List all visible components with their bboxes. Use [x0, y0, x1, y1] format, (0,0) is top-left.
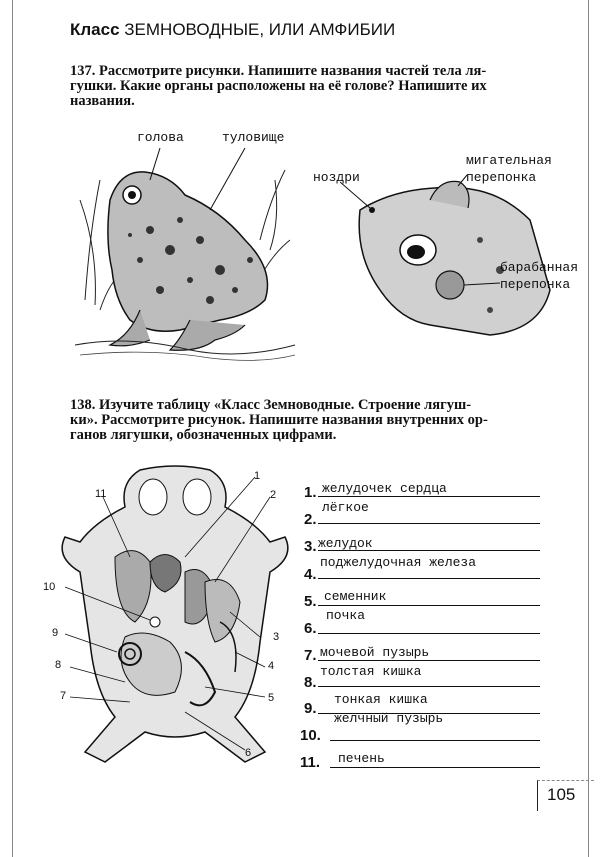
answer-number-1: 1. — [304, 484, 317, 501]
answer-text-3[interactable]: желудок — [318, 536, 373, 551]
answer-line-2 — [318, 523, 540, 524]
label-nostrils: ноздри — [313, 170, 360, 185]
diagram-number-11: 11 — [95, 488, 107, 500]
frog-head-illustration — [340, 170, 560, 340]
answer-text-11[interactable]: печень — [338, 751, 385, 766]
answer-line-4 — [318, 578, 540, 579]
answer-number-3: 3. — [304, 538, 317, 555]
page-left-rule — [12, 0, 13, 857]
answer-line-3 — [318, 550, 540, 551]
answer-number-8: 8. — [304, 674, 317, 691]
diagram-number-10: 10 — [43, 581, 56, 593]
answer-number-10: 10. — [300, 727, 321, 744]
task-137-line-1: 137. Рассмотрите рисунки. Напишите названия частей тела ля- — [70, 63, 487, 79]
answer-number-11: 11. — [300, 754, 321, 771]
task-138-line-3: ганов лягушки, обозначенных цифрами. — [70, 427, 337, 443]
frog-body-illustration — [70, 140, 300, 365]
diagram-number-3: 3 — [273, 631, 280, 643]
answer-number-9: 9. — [304, 700, 317, 717]
label-body: туловище — [222, 130, 285, 145]
label-tympanic-2: перепонка — [500, 277, 571, 292]
diagram-number-4: 4 — [268, 660, 275, 672]
answer-line-1 — [318, 496, 540, 497]
answer-text-2[interactable]: лёгкое — [322, 500, 369, 515]
answer-text-9[interactable]: тонкая кишка — [334, 692, 428, 707]
answer-text-5[interactable]: семенник — [324, 589, 387, 604]
frog-anatomy-diagram — [55, 462, 300, 772]
diagram-number-6: 6 — [245, 747, 252, 759]
answer-number-6: 6. — [304, 620, 317, 637]
header-title: ЗЕМНОВОДНЫЕ, ИЛИ АМФИБИИ — [124, 20, 396, 39]
answer-number-4: 4. — [304, 566, 317, 583]
task-138-line-2: ки». Рассмотрите рисунок. Напишите названия внутренних ор- — [70, 412, 488, 428]
answer-line-5 — [318, 605, 540, 606]
answer-text-1[interactable]: желудочек сердца — [322, 481, 447, 496]
answer-line-8 — [318, 686, 540, 687]
diagram-number-2: 2 — [270, 489, 277, 501]
diagram-number-5: 5 — [268, 692, 275, 704]
answer-text-8[interactable]: толстая кишка — [320, 664, 422, 679]
answer-text-7[interactable]: мочевой пузырь — [320, 645, 430, 660]
answer-number-5: 5. — [304, 593, 317, 610]
label-nictitating-1: мигательная — [466, 153, 552, 168]
diagram-number-9: 9 — [52, 627, 59, 639]
label-head: голова — [137, 130, 184, 145]
label-tympanic-1: барабанная — [500, 260, 579, 275]
page-number: 105 — [547, 785, 576, 804]
answer-number-7: 7. — [304, 647, 317, 664]
header-prefix: Класс — [70, 20, 120, 39]
label-nictitating-2: перепонка — [466, 170, 537, 185]
answer-text-10[interactable]: желчный пузырь — [334, 711, 444, 726]
diagram-number-7: 7 — [60, 690, 67, 702]
task-137-line-2: гушки. Какие органы расположены на её голове? Напишите их — [70, 78, 487, 94]
task-138-line-1: 138. Изучите таблицу «Класс Земноводные. Строение лягуш- — [70, 397, 472, 413]
diagram-number-1: 1 — [254, 470, 261, 482]
answer-line-11 — [330, 767, 540, 768]
answer-text-6[interactable]: почка — [326, 608, 366, 623]
answer-text-4[interactable]: поджелудочная железа — [320, 555, 477, 570]
task-137-line-3: названия. — [70, 93, 135, 109]
page-right-rule — [588, 0, 589, 857]
answer-line-7 — [318, 660, 540, 661]
answer-line-10 — [330, 740, 540, 741]
answer-number-2: 2. — [304, 511, 317, 528]
answer-line-6 — [318, 633, 540, 634]
page-header — [70, 20, 395, 40]
diagram-number-8: 8 — [55, 659, 62, 671]
